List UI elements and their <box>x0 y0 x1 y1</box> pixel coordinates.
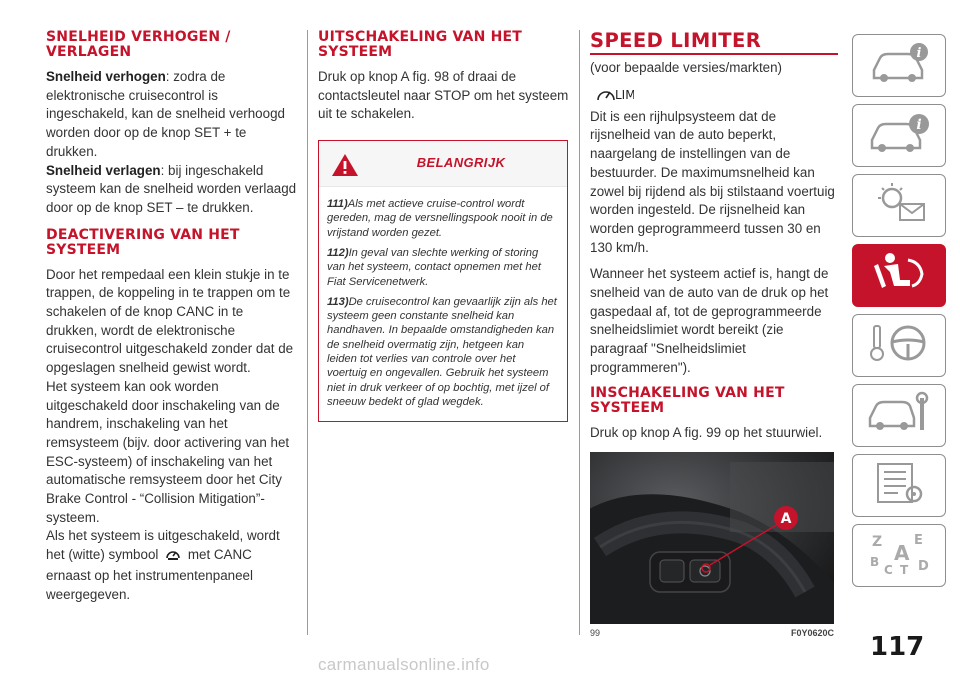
paragraph-switch-on: Druk op knop A fig. 99 op het stuurwiel. <box>590 424 823 440</box>
heading-speed-limiter: SPEED LIMITER <box>590 30 838 55</box>
warning-number: 113) <box>327 295 349 308</box>
warning-body <box>319 187 567 421</box>
tab-technical-data[interactable] <box>852 454 946 517</box>
figure-code: F0Y0620C <box>790 628 834 639</box>
warning-header <box>319 141 567 187</box>
figure-callout-label: A <box>780 511 792 528</box>
figure-caption <box>590 628 834 638</box>
heading-speed-adjust: SNELHEID VERHOGEN / VERLAGEN <box>46 29 231 60</box>
warning-text: De cruisecontrol kan gevaarlijk zijn als het systeem geen constante snelheid kan handhaven. In bepaalde omstandigheden kan de snelheid overmatig zijn, hetgeen kan leiden tot verlies van controle over het voertuig en ongevallen. Gebruik het systeem niet in druk verkeer of op bochtig, met ijzel of sneeuw bedekt of glad wegdek. <box>327 295 557 408</box>
tab-index[interactable] <box>852 524 946 587</box>
svg-text:C: C <box>884 563 893 576</box>
svg-text:i: i <box>916 46 922 61</box>
term-decrease: Snelheid verlagen <box>46 162 161 178</box>
subtitle-versions: (voor bepaalde versies/markten) <box>590 60 783 75</box>
warning-item <box>327 197 557 240</box>
car-wrench-icon <box>864 390 934 441</box>
svg-text:B: B <box>870 555 880 569</box>
heading-deactivation: DEACTIVERING VAN HET SYSTEEM <box>46 226 240 258</box>
speed-limiter-symbol-icon <box>590 82 838 104</box>
steering-wheel-photo <box>590 452 834 624</box>
page-number: 117 <box>870 632 925 662</box>
watermark: carmanualsonline.info <box>318 655 490 674</box>
tab-starting-driving[interactable] <box>852 314 946 377</box>
heading-switch-on: INSCHAKELING VAN HET SYSTEEM <box>590 384 785 416</box>
car-info-icon <box>864 40 934 91</box>
svg-text:i: i <box>916 117 922 133</box>
warning-text: In geval van slechte werking of storing van het systeem, contact opnemen met het Fiat Servicenetwerk. <box>327 247 541 288</box>
column-1 <box>46 30 298 604</box>
car-warning-icon <box>864 110 934 161</box>
paragraph-increase <box>46 68 298 162</box>
warning-item <box>327 295 557 409</box>
column-3 <box>590 30 838 638</box>
paragraph-switch-off: Druk op knop A fig. 98 of draai de contactsleutel naar STOP om het systeem uit te schakelen. <box>318 69 569 122</box>
paragraph-intro-2: Wanneer het systeem actief is, hangt de snelheid van de auto van de druk op het gaspedaal af, tot de geprogrammeerde snelheidslimiet wordt bereikt (zie paragraaf "Snelheidslimiet programmeren"). <box>590 266 829 375</box>
specs-list-icon <box>864 460 934 511</box>
figure-number: 99 <box>590 628 601 639</box>
svg-text:E: E <box>914 533 923 548</box>
warning-item <box>327 246 557 289</box>
text-deact-3a: Als het systeem is uitgeschakeld, wordt het (witte) symbool <box>46 528 280 563</box>
svg-text:D: D <box>918 559 929 574</box>
warning-text: Als met actieve cruise-control wordt gereden, mag de versnellingspook nooit in de vrijstand worden gezet. <box>327 198 553 239</box>
heading-switch-off: UITSCHAKELING VAN HET SYSTEEM <box>318 29 523 60</box>
svg-text:A: A <box>894 541 910 565</box>
warning-title: BELANGRIJK <box>416 155 506 171</box>
seat-airbag-icon <box>864 250 934 301</box>
paragraph-deact-3 <box>46 527 298 604</box>
tab-safety[interactable] <box>852 244 946 307</box>
paragraph-deact-2: Het systeem kan ook worden uitgeschakeld door inschakeling van de handrem, inschakeling van het remsysteem (bijv. door activering van het ESC-systeem) of inschakeling van het automatische remsysteem door het City Brake Control - “Collision Mitigation”-systeem. <box>46 378 290 525</box>
cruise-control-symbol-icon <box>165 548 181 567</box>
key-steering-icon <box>864 320 934 371</box>
svg-text:LIM: LIM <box>615 87 634 102</box>
text-decrease: : bij ingeschakeld systeem kan de snelheid worden verlaagd door op de knop SET – te drukken. <box>46 162 297 215</box>
warning-box <box>318 140 568 422</box>
paragraph-decrease <box>46 162 298 218</box>
figure-steering-wheel <box>590 452 834 624</box>
text-increase: : zodra de elektronische cruisecontrol is ingeschakeld, kan de snelheid verhoogd worden door op de knop SET + te drukken. <box>46 69 285 159</box>
svg-text:Z: Z <box>872 534 883 550</box>
paragraph-deact-1: Door het rempedaal een klein stukje in te trappen, de koppeling in te trappen om te schakelen of de knop CANC in te drukken, wordt de elektronische cruisecontrol uitgeschakeld zonder dat de opgeslagen snelheid gewist wordt. <box>46 266 294 376</box>
column-divider-1 <box>307 30 308 635</box>
tab-maintenance[interactable] <box>852 384 946 447</box>
paragraph-intro-1: Dit is een rijhulpsysteem dat de rijsnelheid van de auto beperkt, naargelang de instellingen van de bestuurder. De maximumsnelheid kan zowel bij rijdend als bij stilstaand voertuig worden ingesteld. De rijsnelheid kan worden geprogrammeerd tussen 30 en 130 km/h. <box>590 108 835 255</box>
warning-number: 111) <box>327 198 348 211</box>
warning-number: 112) <box>327 247 349 259</box>
svg-text:T: T <box>900 563 909 576</box>
term-increase: Snelheid verhogen <box>46 69 166 84</box>
tab-car-warning[interactable] <box>852 104 946 167</box>
chapter-tabs <box>852 34 946 594</box>
warning-lights-icon <box>864 180 934 231</box>
tab-car-info[interactable] <box>852 34 946 97</box>
text-deact-3b: met CANC ernaast op het instrumentenpaneel weergegeven. <box>46 547 253 602</box>
alphabet-index-icon <box>864 530 934 581</box>
column-divider-2 <box>579 30 580 635</box>
tab-warning-lights[interactable] <box>852 174 946 237</box>
column-2 <box>318 30 570 422</box>
